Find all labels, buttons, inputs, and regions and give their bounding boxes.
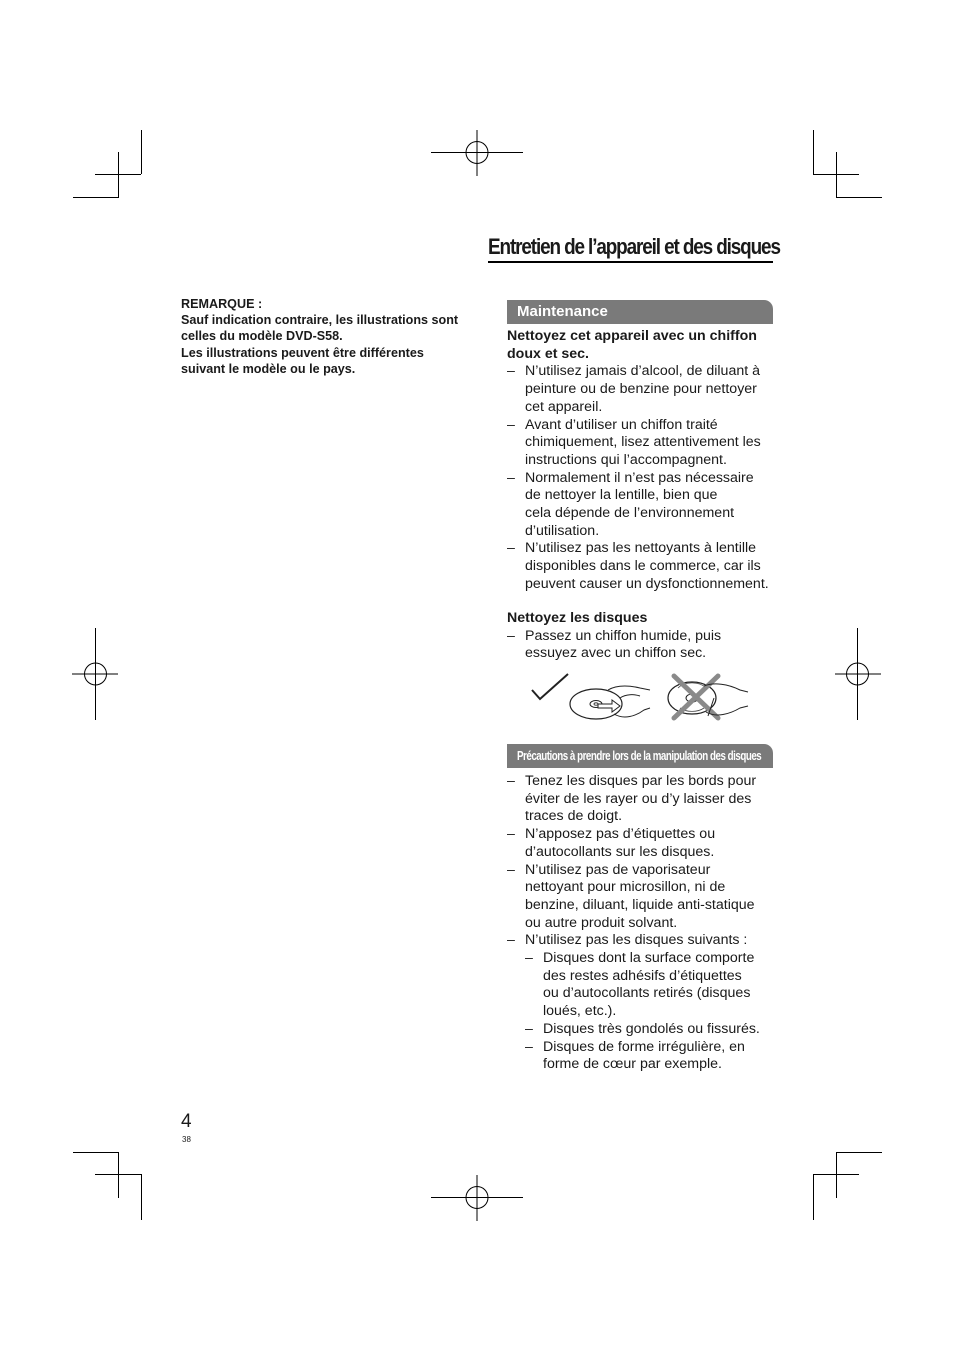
item-line: cela dépende de l’environnement bbox=[525, 505, 735, 522]
section-header-precautions bbox=[507, 744, 773, 768]
sub-list-item bbox=[507, 1039, 777, 1074]
title-underline bbox=[488, 261, 773, 263]
disc-cleaning-illustration bbox=[528, 668, 750, 724]
check-icon bbox=[532, 674, 568, 699]
item-line: des restes adhésifs d’étiquettes bbox=[543, 967, 742, 984]
list-item bbox=[507, 417, 777, 470]
item-line: – N’utilisez pas les nettoyants à lentille bbox=[525, 540, 757, 557]
remark-line: celles du modèle DVD-S58. bbox=[181, 329, 343, 344]
section-header-maintenance bbox=[507, 300, 773, 324]
crop-mark bbox=[118, 152, 119, 198]
crop-mark bbox=[813, 130, 814, 174]
page-number: 4 bbox=[181, 1111, 192, 1132]
item-line: benzine, diluant, liquide anti-statique bbox=[525, 896, 755, 913]
item-line: d’utilisation. bbox=[525, 522, 600, 539]
item-line: essuyez avec un chiffon sec. bbox=[525, 645, 707, 662]
item-line: forme de cœur par exemple. bbox=[543, 1056, 722, 1073]
item-line: – Disques très gondolés ou fissurés. bbox=[543, 1020, 760, 1037]
list-item bbox=[507, 862, 777, 933]
crop-mark bbox=[813, 1174, 814, 1220]
item-line: – N’apposez pas d’étiquettes ou bbox=[525, 826, 716, 843]
remark-line: Sauf indication contraire, les illustrations sont bbox=[181, 313, 459, 328]
crop-mark bbox=[836, 152, 837, 198]
item-line: de nettoyer la lentille, bien que bbox=[525, 487, 718, 504]
item-line: traces de doigt. bbox=[525, 808, 623, 825]
item-line: – Disques dont la surface comporte bbox=[543, 950, 755, 967]
registration-mark-icon bbox=[72, 628, 118, 720]
crop-mark bbox=[73, 197, 119, 198]
list-item bbox=[507, 540, 777, 593]
sub-list-item bbox=[507, 1021, 777, 1039]
item-line: éviter de les rayer ou d’y laisser des bbox=[525, 790, 752, 807]
item-line: loués, etc.). bbox=[543, 1003, 617, 1020]
item-line: nettoyant pour microsillon, ni de bbox=[525, 879, 726, 896]
item-line: – Passez un chiffon humide, puis bbox=[525, 627, 722, 644]
list-item bbox=[507, 773, 777, 826]
registration-mark-icon bbox=[431, 1175, 523, 1221]
maintenance-section bbox=[507, 328, 777, 594]
list-item bbox=[507, 363, 777, 416]
crop-mark bbox=[836, 1152, 837, 1198]
crop-mark bbox=[118, 1152, 119, 1198]
item-line: – N’utilisez pas de vaporisateur bbox=[525, 861, 711, 878]
crop-mark bbox=[95, 174, 141, 175]
item-line: d’autocollants sur les disques. bbox=[525, 843, 715, 860]
item-line: cet appareil. bbox=[525, 398, 603, 415]
item-line: chimiquement, lisez attentivement les bbox=[525, 434, 761, 451]
crop-mark bbox=[141, 130, 142, 174]
maintenance-heading bbox=[507, 328, 777, 363]
disc-cleaning-heading: Nettoyez les disques bbox=[507, 610, 648, 626]
page-subnumber: 38 bbox=[182, 1135, 191, 1144]
item-line: – Tenez les disques par les bords pour bbox=[525, 773, 757, 789]
remark-line: suivant le modèle ou le pays. bbox=[181, 361, 356, 376]
heading-line: Nettoyez cet appareil avec un chiffon bbox=[507, 328, 757, 344]
registration-mark-icon bbox=[431, 130, 523, 176]
precautions-section bbox=[507, 773, 777, 1074]
remark-note bbox=[181, 296, 481, 377]
section-header-label: Précautions à prendre lors de la manipulation des disques bbox=[517, 749, 762, 763]
item-line: peuvent causer un dysfonctionnement. bbox=[525, 575, 769, 592]
item-line: – Normalement il n’est pas nécessaire bbox=[525, 469, 754, 486]
section-header-label: Maintenance bbox=[517, 303, 608, 320]
remark-line: REMARQUE : bbox=[181, 297, 263, 311]
list-item bbox=[507, 470, 777, 541]
item-line: – Disques de forme irrégulière, en bbox=[543, 1038, 745, 1055]
item-line: ou autre produit solvant. bbox=[525, 914, 678, 931]
item-line: peinture ou de benzine pour nettoyer bbox=[525, 381, 757, 398]
remark-line: Les illustrations peuvent être différentes bbox=[181, 345, 424, 360]
item-line: – Avant d’utiliser un chiffon traité bbox=[525, 416, 718, 433]
list-item bbox=[507, 932, 777, 950]
item-line: disponibles dans le commerce, car ils bbox=[525, 558, 761, 575]
registration-mark-icon bbox=[835, 628, 881, 720]
crop-mark bbox=[141, 1174, 142, 1220]
item-line: instructions qui l’accompagnent. bbox=[525, 451, 727, 468]
item-line: ou d’autocollants retirés (disques bbox=[543, 985, 751, 1002]
item-line: – N’utilisez jamais d’alcool, de diluant à bbox=[525, 363, 761, 380]
crop-mark bbox=[836, 1152, 882, 1153]
list-item bbox=[507, 628, 777, 663]
crop-mark bbox=[73, 1152, 119, 1153]
list-item bbox=[507, 826, 777, 861]
crop-mark bbox=[813, 174, 859, 175]
heading-line: doux et sec. bbox=[507, 345, 590, 362]
crop-mark bbox=[836, 197, 882, 198]
page-title: Entretien de l’appareil et des disques bbox=[488, 234, 780, 259]
disc-cleaning-section bbox=[507, 610, 777, 663]
sub-list-item bbox=[507, 950, 777, 1021]
item-line: – N’utilisez pas les disques suivants : bbox=[525, 932, 748, 949]
